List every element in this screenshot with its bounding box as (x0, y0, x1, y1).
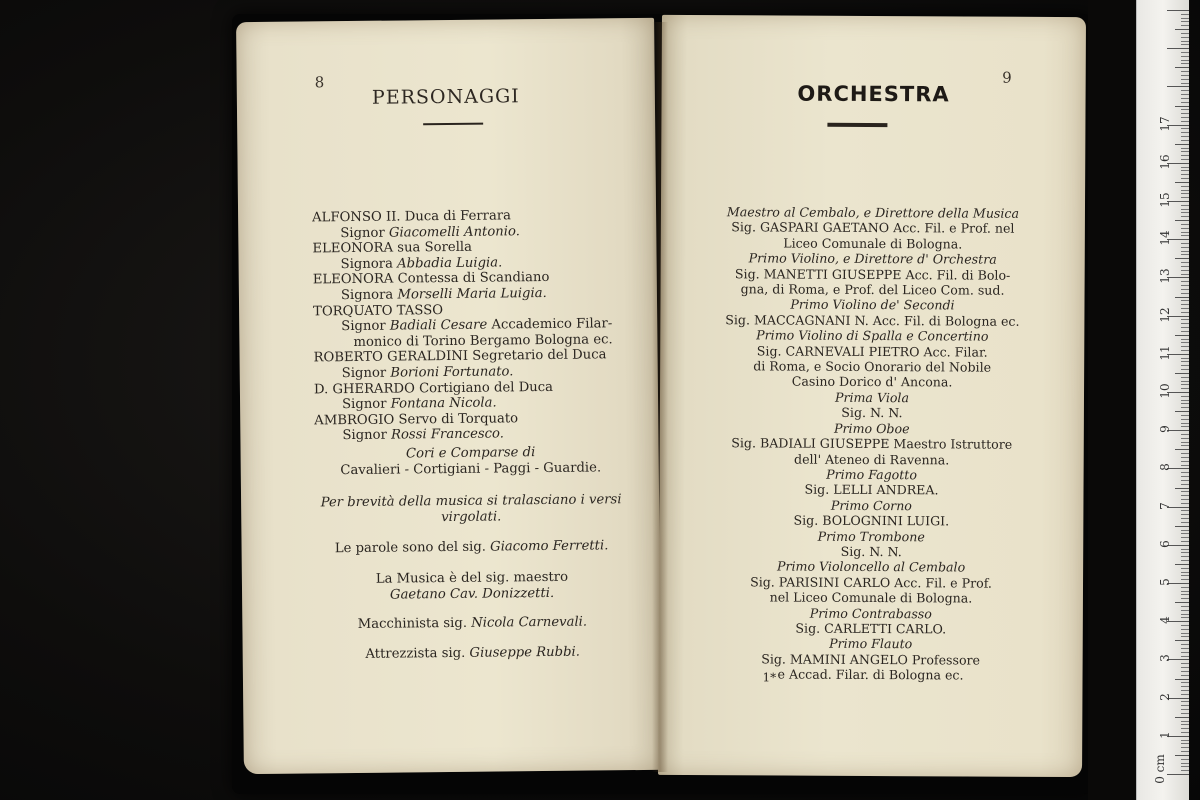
ruler-tick (1181, 503, 1189, 504)
musician-entry: Sig. N. N. (840, 543, 902, 560)
cast-role: ELEONORA sua Sorella (312, 239, 473, 257)
ruler-tick (1181, 170, 1189, 171)
ruler-tick (1181, 457, 1189, 458)
ruler-tick (1181, 675, 1189, 676)
ruler-tick (1181, 79, 1189, 80)
ruler-tick (1181, 759, 1189, 760)
ruler-tick (1181, 652, 1189, 653)
ruler-number: 15 (1158, 192, 1172, 208)
cast-role: ALFONSO II. Duca di Ferrara (312, 208, 512, 226)
ruler-tick (1181, 148, 1189, 149)
ruler-tick (1181, 117, 1189, 118)
instrument-heading: Primo Violoncello al Cembalo (776, 558, 966, 575)
ruler-tick (1181, 205, 1189, 206)
ruler-tick (1181, 770, 1189, 771)
ruler-tick (1175, 297, 1189, 298)
musician-entry: Liceo Comunale di Bologna. (783, 235, 963, 252)
cast-singer: Signor Fontana Nicola. (342, 395, 497, 413)
ruler-tick (1181, 228, 1189, 229)
ruler-tick (1181, 60, 1189, 61)
ruler-tick (1181, 610, 1189, 611)
background-edge (1088, 0, 1136, 800)
ruler-tick (1181, 377, 1189, 378)
ruler-tick (1181, 186, 1189, 187)
ruler-number: 7 (1158, 501, 1172, 510)
musician-entry: Sig. MAMINI ANGELO Professore (761, 651, 981, 668)
ruler-tick (1181, 499, 1189, 500)
musician-entry: Sig. CARLETTI CARLO. (795, 620, 947, 637)
ruler-tick (1181, 495, 1189, 496)
chorus-note: Cori e Comparse di Cavalieri - Cortigiani - Paggi - Guardie. (340, 445, 602, 478)
cast-list (312, 207, 644, 444)
musician-entry: Sig. MANETTI GIUSEPPE Acc. Fil. di Bolo- (734, 265, 1011, 283)
ruler-tick (1181, 510, 1189, 511)
right-page (658, 15, 1086, 777)
ruler-tick (1181, 323, 1189, 324)
ruler-tick (1181, 281, 1189, 282)
props-credit: Attrezzista sig. Giuseppe Rubbi. (365, 644, 581, 662)
ruler-tick (1181, 598, 1189, 599)
cast-singer: Signor Badiali Cesare Accademico Filar- (341, 316, 613, 335)
ruler-tick (1181, 94, 1189, 95)
ruler-tick (1167, 86, 1189, 87)
page-title: PERSONAGGI (371, 85, 520, 109)
ruler-tick (1181, 155, 1189, 156)
cast-singer: Signora Morselli Maria Luigia. (340, 285, 547, 304)
ruler-tick (1181, 232, 1189, 233)
ruler-tick (1181, 728, 1189, 729)
ruler-number: 12 (1158, 306, 1172, 323)
cast-role: ROBERTO GERALDINI Segretario del Duca (313, 347, 607, 366)
ruler-tick (1181, 594, 1189, 595)
ruler-tick (1181, 140, 1189, 141)
left-page (236, 18, 662, 774)
cast-role: AMBROGIO Servo di Torquato (314, 410, 519, 429)
page-title: ORCHESTRA (797, 81, 950, 107)
instrument-heading: Primo Contrabasso (809, 605, 932, 621)
ruler-tick (1167, 10, 1189, 11)
instrument-heading: Primo Fagotto (826, 466, 918, 483)
ruler-tick (1181, 266, 1189, 267)
ruler-tick (1181, 633, 1189, 634)
musician-entry: di Roma, e Socio Onorario del Nobile (753, 358, 992, 375)
ruler-tick (1181, 254, 1189, 255)
page-number: 8 (314, 73, 325, 92)
ruler-tick (1181, 606, 1189, 607)
ruler-unit-label: 0 cm (1152, 754, 1167, 784)
ruler-tick (1181, 346, 1189, 347)
instrument-heading: Primo Violino, e Direttore d' Orchestra (748, 250, 997, 267)
ruler-tick (1175, 640, 1189, 641)
ruler-tick (1181, 327, 1189, 328)
ruler-number: 17 (1158, 115, 1172, 132)
ruler-tick (1181, 56, 1189, 57)
ruler-tick (1181, 14, 1189, 15)
ruler-tick (1181, 442, 1189, 443)
ruler-tick (1181, 262, 1189, 263)
ruler-number: 13 (1158, 268, 1172, 285)
instrument-heading: Prima Viola (834, 389, 910, 406)
ruler-tick (1181, 63, 1189, 64)
ruler-tick (1181, 572, 1189, 573)
ruler-tick (1181, 419, 1189, 420)
ruler-tick (1175, 106, 1189, 107)
instrument-heading: Primo Flauto (829, 636, 913, 652)
ruler-tick (1181, 25, 1189, 26)
ruler-tick (1181, 625, 1189, 626)
ruler-tick (1181, 312, 1189, 313)
ruler-tick (1181, 579, 1189, 580)
ruler-tick (1181, 423, 1189, 424)
cast-singer: Signor Borioni Fortunato. (341, 364, 514, 382)
musician-entry: Casino Dorico d' Ancona. (791, 374, 953, 390)
ruler-tick (1181, 132, 1189, 133)
ruler-tick (1181, 159, 1189, 160)
signature-mark: 1* (762, 670, 777, 685)
ruler-tick (1181, 438, 1189, 439)
ruler-tick (1175, 220, 1189, 221)
ruler-tick (1181, 71, 1189, 72)
ruler-tick (1181, 128, 1189, 129)
musician-entry: Sig. CARNEVALI PIETRO Acc. Filar. (756, 343, 988, 360)
ruler-tick (1181, 537, 1189, 538)
ruler-tick (1181, 235, 1189, 236)
ruler-tick (1181, 682, 1189, 683)
ruler-tick (1181, 136, 1189, 137)
ruler-tick (1181, 388, 1189, 389)
ruler-tick (1181, 690, 1189, 691)
ruler-tick (1181, 552, 1189, 553)
ruler-tick (1181, 247, 1189, 248)
ruler-tick (1181, 243, 1189, 244)
instrument-heading: Primo Violino de' Secondi (790, 297, 955, 313)
ruler-tick (1181, 209, 1189, 210)
ruler-tick (1181, 587, 1189, 588)
ruler-tick (1175, 449, 1189, 450)
ruler-tick (1175, 29, 1189, 30)
ruler-tick (1181, 480, 1189, 481)
ruler-tick (1181, 193, 1189, 194)
ruler-number: 1 (1158, 730, 1172, 739)
ruler-tick (1181, 709, 1189, 710)
musician-entry: gna, di Roma, e Prof. del Liceo Com. sud. (740, 281, 1005, 298)
ruler-tick (1181, 289, 1189, 290)
ruler-tick (1181, 522, 1189, 523)
musician-entry: Sig. GASPARI GAETANO Acc. Fil. e Prof. nel (731, 219, 1015, 237)
book-gutter (652, 22, 668, 772)
ruler-tick (1181, 339, 1189, 340)
musician-entry: Sig. BOLOGNINI LUIGI. (793, 512, 950, 529)
ruler-tick (1181, 701, 1189, 702)
ruler-tick (1181, 560, 1189, 561)
ruler-tick (1181, 686, 1189, 687)
ruler-tick (1181, 18, 1189, 19)
ruler-tick (1181, 251, 1189, 252)
ruler-tick (1175, 488, 1189, 489)
brevity-note: Per brevità della musica si tralasciano i versi virgolati. (320, 492, 622, 525)
instrument-heading: Primo Oboe (834, 420, 910, 436)
ruler-tick (1175, 67, 1189, 68)
ruler-tick (1181, 434, 1189, 435)
ruler-tick (1181, 102, 1189, 103)
ruler-tick (1181, 476, 1189, 477)
ruler-tick (1181, 342, 1189, 343)
ruler-tick (1181, 763, 1189, 764)
ruler-tick (1167, 48, 1189, 49)
instrument-heading: Primo Violino di Spalla e Concertino (756, 327, 989, 344)
ruler-tick (1181, 518, 1189, 519)
ruler-tick (1181, 644, 1189, 645)
ruler-tick (1175, 564, 1189, 565)
ruler-tick (1181, 174, 1189, 175)
ruler-tick (1181, 293, 1189, 294)
ruler-tick (1181, 617, 1189, 618)
ruler-tick (1181, 212, 1189, 213)
ruler-tick (1181, 270, 1189, 271)
ruler-tick (1181, 331, 1189, 332)
page-number: 9 (1002, 68, 1012, 87)
cast-role: D. GHERARDO Cortigiano del Duca (313, 379, 554, 397)
ruler-tick (1181, 629, 1189, 630)
ruler-tick (1181, 636, 1189, 637)
ruler-tick (1181, 747, 1189, 748)
ruler-tick (1167, 774, 1189, 775)
ruler-tick (1181, 491, 1189, 492)
ruler-tick (1181, 167, 1189, 168)
ruler-tick (1181, 37, 1189, 38)
ruler-tick (1181, 75, 1189, 76)
instrument-heading: Primo Corno (830, 497, 912, 513)
ruler-tick (1175, 602, 1189, 603)
musician-entry: Sig. PARISINI CARLO Acc. Fil. e Prof. (750, 574, 992, 591)
ruler-tick (1181, 369, 1189, 370)
ruler-tick (1181, 743, 1189, 744)
ruler-tick (1181, 33, 1189, 34)
musician-entry: e Accad. Filar. di Bologna ec. (777, 666, 964, 683)
ruler-number: 6 (1158, 539, 1172, 548)
ruler-tick (1181, 663, 1189, 664)
ruler-tick (1181, 591, 1189, 592)
machinist-credit: Macchinista sig. Nicola Carnevali. (357, 614, 588, 632)
ruler-tick (1181, 121, 1189, 122)
ruler-tick (1181, 453, 1189, 454)
ruler-tick (1181, 568, 1189, 569)
ruler-number: 3 (1158, 654, 1172, 663)
ruler-tick (1175, 258, 1189, 259)
ruler-tick (1181, 740, 1189, 741)
ruler-tick (1181, 514, 1189, 515)
ruler-tick (1175, 526, 1189, 527)
ruler-number: 9 (1158, 425, 1172, 434)
ruler-tick (1181, 415, 1189, 416)
ruler-tick (1181, 98, 1189, 99)
ruler-tick (1181, 216, 1189, 217)
ruler-number: 16 (1158, 154, 1172, 170)
ruler-tick (1181, 308, 1189, 309)
ruler-tick (1181, 461, 1189, 462)
ruler-tick (1181, 648, 1189, 649)
ruler-tick (1181, 724, 1189, 725)
ruler-number: 5 (1158, 578, 1172, 586)
ruler-tick (1181, 113, 1189, 114)
ruler-tick (1181, 530, 1189, 531)
ruler-tick (1181, 384, 1189, 385)
ruler-tick (1181, 667, 1189, 668)
ruler-tick (1181, 151, 1189, 152)
ruler-tick (1181, 365, 1189, 366)
ruler-tick (1181, 614, 1189, 615)
cast-singer: Signora Abbadia Luigia. (340, 255, 503, 272)
ruler-tick (1181, 556, 1189, 557)
ruler-tick (1181, 751, 1189, 752)
ruler-tick (1181, 575, 1189, 576)
ruler-tick (1175, 411, 1189, 412)
ruler-tick (1181, 319, 1189, 320)
libretto-credit: Le parole sono del sig. Giacomo Ferretti. (334, 538, 609, 557)
ruler-tick (1181, 304, 1189, 305)
ruler-tick (1181, 484, 1189, 485)
ruler-tick (1181, 197, 1189, 198)
ruler-tick (1181, 713, 1189, 714)
music-credit: La Musica è del sig. maestro Gaetano Cav. Donizzetti. (375, 569, 569, 603)
ruler-tick (1181, 465, 1189, 466)
musician-entry: Sig. MACCAGNANI N. Acc. Fil. di Bologna ec. (725, 312, 1020, 329)
ruler-tick (1181, 705, 1189, 706)
ruler-tick (1181, 285, 1189, 286)
ruler-tick (1181, 274, 1189, 275)
ruler-tick (1181, 403, 1189, 404)
ruler-tick (1181, 300, 1189, 301)
ruler-tick (1181, 407, 1189, 408)
ruler-tick (1181, 721, 1189, 722)
ruler-tick (1175, 679, 1189, 680)
musician-entry: dell' Ateneo di Ravenna. (794, 451, 950, 467)
ruler-tick (1181, 766, 1189, 767)
ruler-number: 11 (1158, 345, 1172, 361)
orchestra-list (679, 204, 1065, 684)
ruler-tick (1181, 445, 1189, 446)
ruler-tick (1181, 694, 1189, 695)
instrument-heading: Primo Trombone (817, 528, 925, 544)
ruler-tick (1181, 83, 1189, 84)
ruler-tick (1181, 396, 1189, 397)
title-rule (827, 123, 887, 127)
ruler-tick (1175, 717, 1189, 718)
ruler-tick (1175, 335, 1189, 336)
cast-singer: Signor Giacomelli Antonio. (340, 223, 520, 241)
ruler-number: 4 (1158, 616, 1172, 625)
ruler-tick (1181, 381, 1189, 382)
instrument-heading: Maestro al Cembalo, e Direttore della Musica (726, 204, 1020, 221)
ruler-tick (1181, 52, 1189, 53)
musician-entry: Sig. LELLI ANDREA. (804, 481, 939, 498)
ruler-number: 10 (1158, 383, 1172, 399)
title-rule (423, 123, 483, 126)
musician-entry: Sig. N. N. (841, 405, 903, 421)
ruler-tick (1181, 350, 1189, 351)
cast-singer-continued: monico di Torino Bergamo Bologna ec. (353, 332, 613, 350)
ruler-tick (1181, 533, 1189, 534)
ruler-tick (1181, 358, 1189, 359)
measurement-ruler (1136, 0, 1189, 800)
ruler-tick (1181, 190, 1189, 191)
ruler-tick (1175, 182, 1189, 183)
musician-entry: nel Liceo Comunale di Bologna. (769, 589, 973, 606)
ruler-tick (1181, 44, 1189, 45)
cast-singer: Signor Rossi Francesco. (342, 426, 504, 444)
ruler-tick (1181, 656, 1189, 657)
ruler-tick (1181, 400, 1189, 401)
ruler-tick (1181, 426, 1189, 427)
ruler-number: 14 (1158, 230, 1172, 246)
musician-entry: Sig. BADIALI GIUSEPPE Maestro Istruttore (731, 435, 1013, 452)
cast-role: ELEONORA Contessa di Scandiano (312, 270, 550, 288)
ruler-tick (1175, 373, 1189, 374)
cast-role: TORQUATO TASSO (313, 302, 444, 319)
ruler-tick (1181, 549, 1189, 550)
ruler-tick (1181, 732, 1189, 733)
ruler-tick (1181, 21, 1189, 22)
ruler-tick (1181, 671, 1189, 672)
ruler-tick (1181, 541, 1189, 542)
ruler-tick (1181, 224, 1189, 225)
ruler-tick (1181, 178, 1189, 179)
ruler-number: 8 (1158, 463, 1172, 472)
ruler-tick (1181, 41, 1189, 42)
ruler-tick (1181, 109, 1189, 110)
ruler-number: 2 (1158, 692, 1172, 701)
ruler-tick (1181, 90, 1189, 91)
ruler-tick (1181, 361, 1189, 362)
ruler-tick (1181, 472, 1189, 473)
ruler-tick (1175, 144, 1189, 145)
ruler-tick (1175, 755, 1189, 756)
